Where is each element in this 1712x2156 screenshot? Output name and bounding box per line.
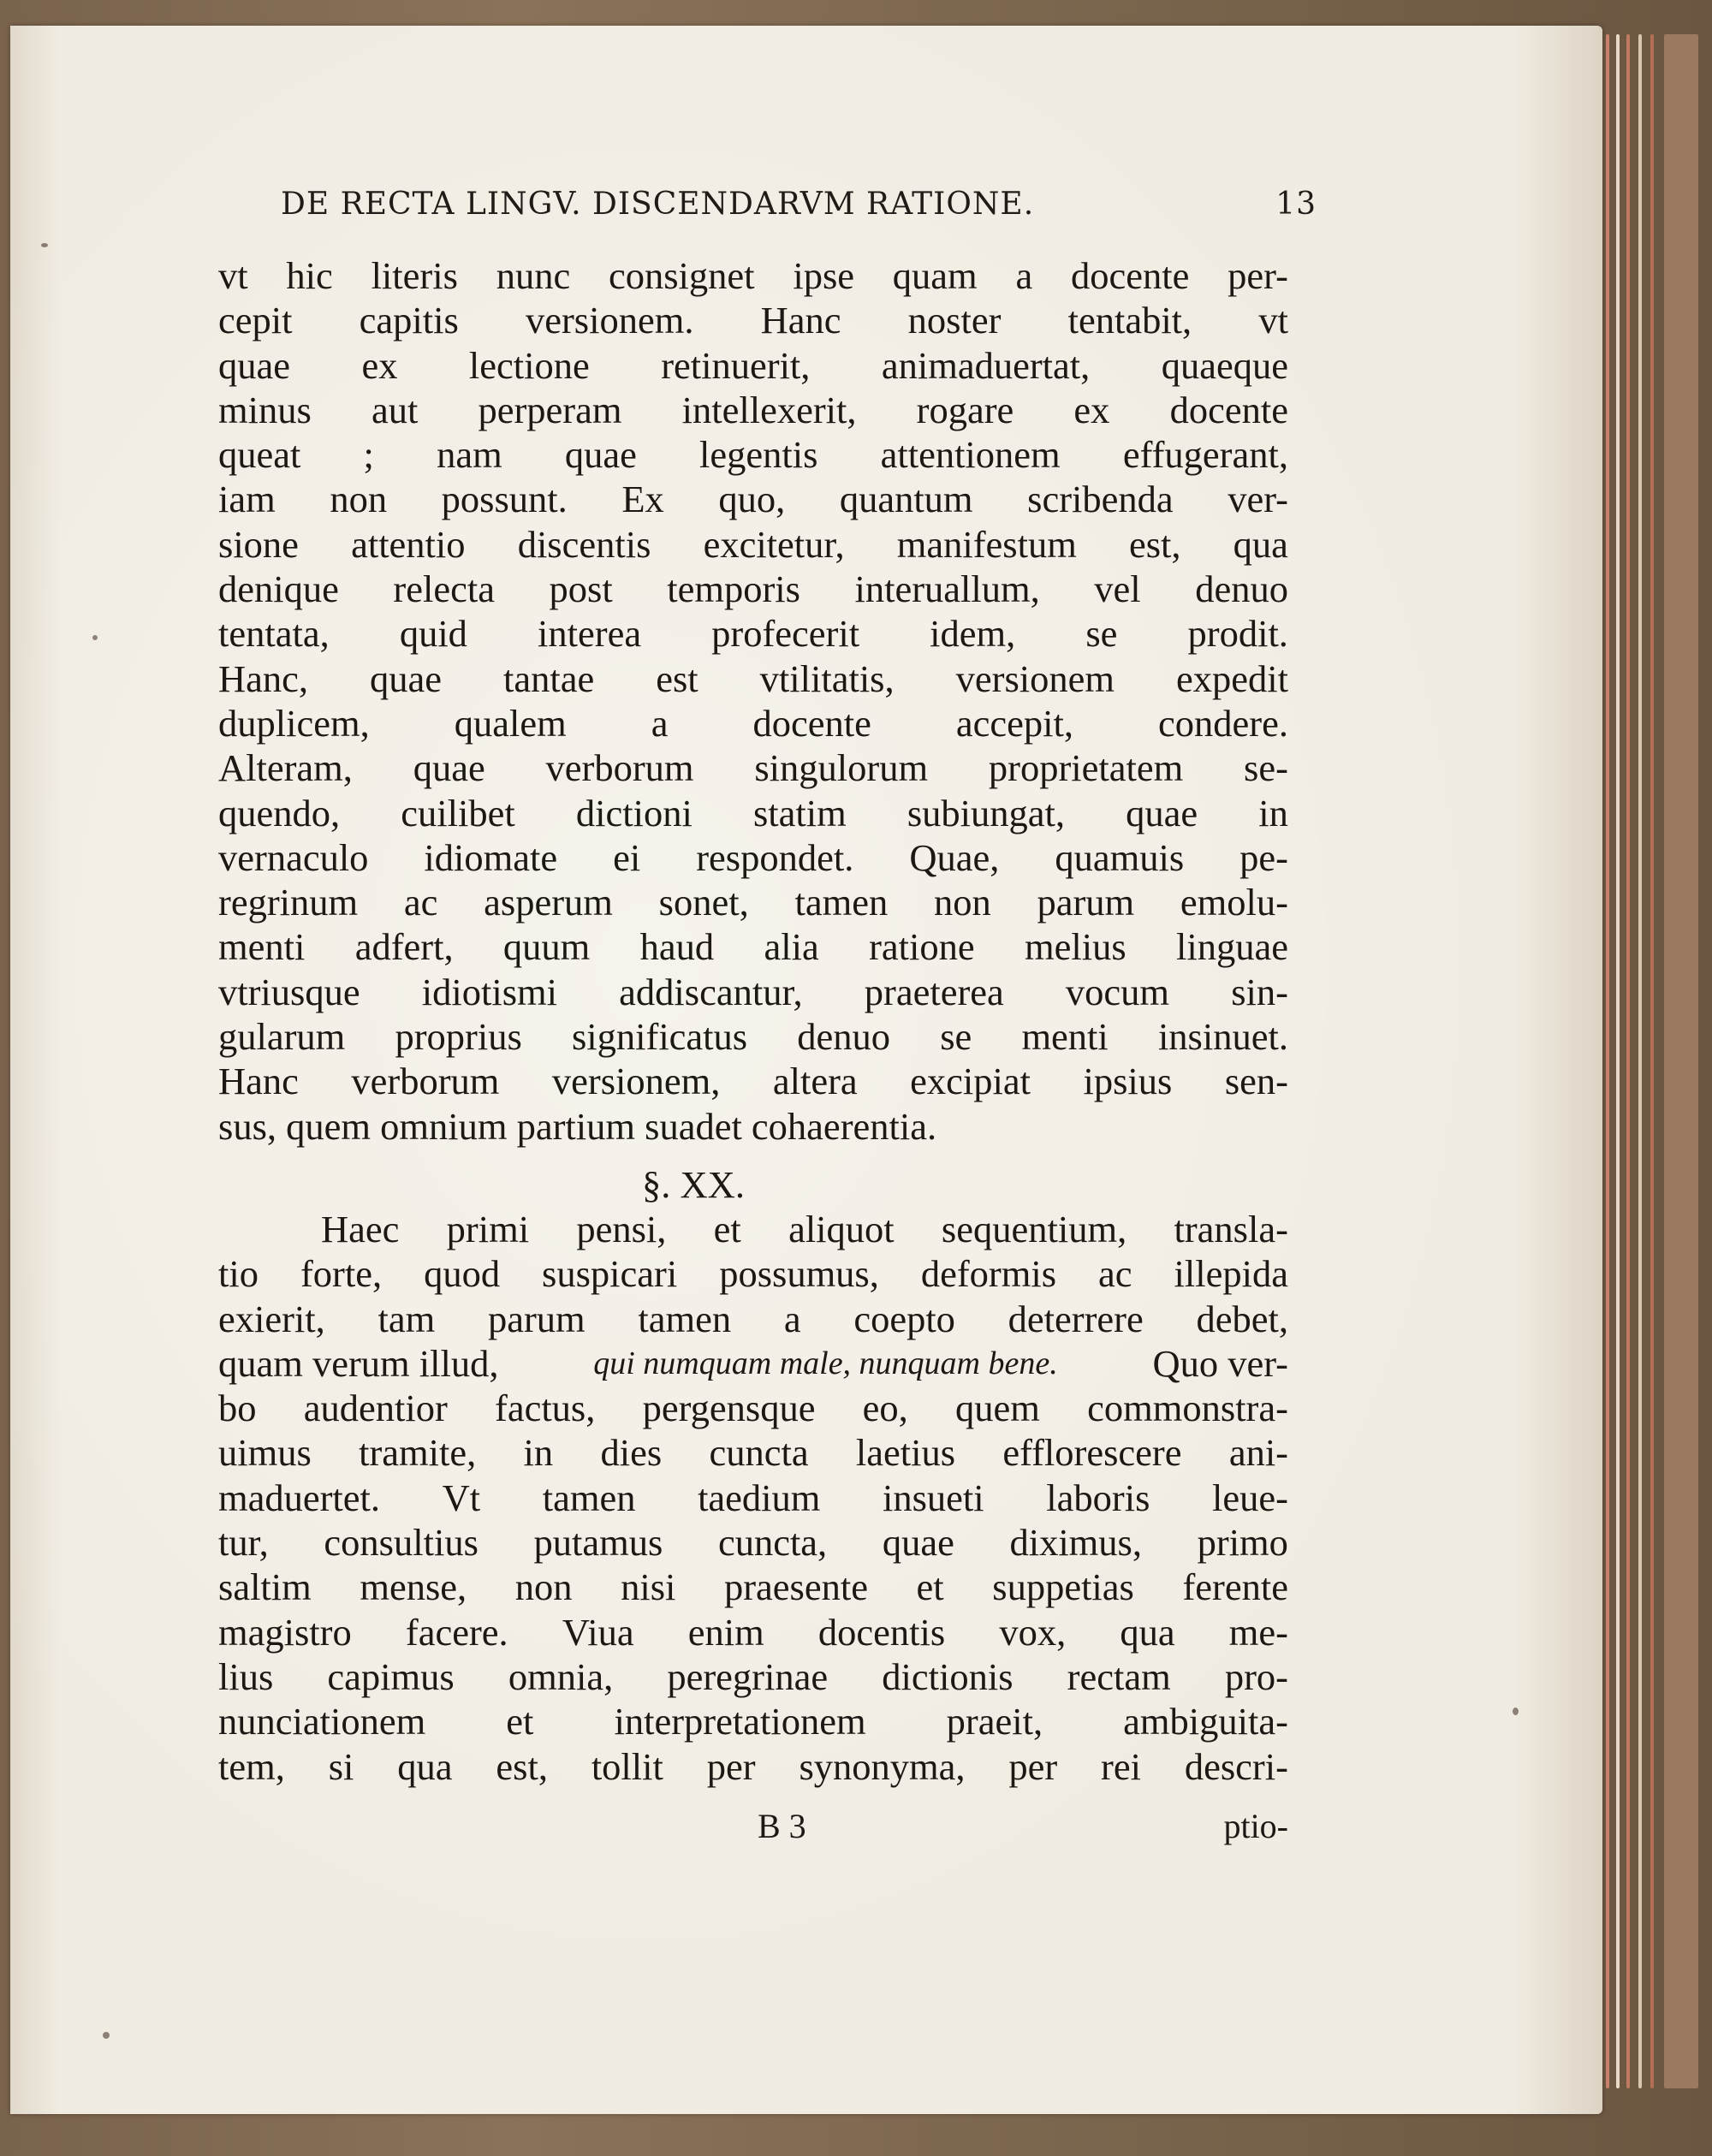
word: Alteram,: [218, 746, 353, 790]
word: tollit: [591, 1744, 663, 1788]
word: quam: [892, 254, 978, 297]
word: ac: [1098, 1252, 1132, 1296]
word: docente: [1169, 388, 1288, 431]
running-head: [281, 187, 1317, 222]
word: proprietatem: [988, 746, 1184, 790]
word: relecta: [393, 567, 495, 611]
word: consultius: [324, 1521, 479, 1565]
word: adfert,: [354, 925, 454, 969]
paper-speck: [92, 635, 98, 640]
word: literis: [371, 254, 458, 297]
word: noster: [907, 299, 1002, 342]
word: aut: [371, 388, 419, 431]
word: versionem,: [551, 1060, 721, 1103]
word: vernaculo: [218, 835, 369, 879]
text-line: [218, 1476, 1288, 1520]
quote-italic: qui numquam male, nunquam bene.: [593, 1345, 1058, 1381]
page-edge-red: [1606, 34, 1609, 2088]
word: suspicari: [542, 1252, 678, 1296]
word: ei: [613, 835, 641, 879]
word: tamen: [794, 881, 889, 924]
word: sen-: [1224, 1060, 1288, 1103]
word: vocum: [1065, 970, 1170, 1013]
word: vtriusque: [218, 970, 360, 1013]
word: statim: [752, 791, 847, 834]
quote-before: quam verum illud,: [218, 1341, 499, 1385]
text-line: [218, 1610, 1288, 1654]
text-line: [218, 880, 1288, 924]
word: si: [328, 1744, 354, 1788]
word: iam: [218, 478, 276, 521]
word: docente: [752, 701, 871, 745]
text-line: [218, 298, 1288, 342]
word: attentionem: [880, 433, 1061, 477]
word: est,: [1128, 522, 1181, 566]
word: regrinum: [218, 881, 359, 924]
word: per: [706, 1744, 756, 1788]
word: denuo: [797, 1015, 891, 1059]
word: ani-: [1228, 1431, 1288, 1475]
word: rei: [1101, 1744, 1141, 1788]
word: rogare: [916, 388, 1014, 431]
word: quae: [218, 343, 291, 387]
text-line: [218, 253, 1288, 298]
word: denique: [218, 567, 339, 611]
word: aliquot: [788, 1207, 895, 1250]
word: insueti: [883, 1476, 984, 1519]
word: nunc: [496, 254, 571, 297]
word: docentis: [817, 1610, 946, 1654]
word: se-: [1244, 746, 1288, 790]
word: illepida: [1174, 1252, 1288, 1296]
word: consignet: [608, 254, 755, 297]
word: saltim: [218, 1565, 312, 1609]
word: mense,: [360, 1565, 467, 1609]
word: quae: [882, 1521, 954, 1565]
signature-mark: B 3: [758, 1807, 806, 1845]
word: praeit,: [946, 1700, 1043, 1743]
word: tam: [377, 1297, 436, 1340]
quote-line: [218, 1341, 1288, 1386]
word: a: [783, 1297, 801, 1340]
word: suppetias: [992, 1565, 1134, 1609]
word: quae: [370, 656, 443, 700]
word: possumus,: [719, 1252, 879, 1296]
word: a: [1015, 254, 1033, 297]
word: tamen: [542, 1476, 636, 1519]
word: docente: [1071, 254, 1190, 297]
word: et: [916, 1565, 944, 1609]
text-line: sus, quem omnium partium suadet cohaerentia.: [218, 1104, 937, 1148]
paper-speck: [103, 2032, 110, 2039]
word: menti: [218, 925, 306, 969]
word: dictioni: [575, 791, 693, 834]
word: singulorum: [754, 746, 929, 790]
word: omnia,: [508, 1654, 614, 1698]
word: putamus: [533, 1521, 663, 1565]
word: lectione: [468, 343, 590, 387]
word: sonet,: [658, 881, 749, 924]
word: ipse: [793, 254, 855, 297]
word: ver-: [1228, 478, 1288, 521]
word: uimus: [218, 1431, 312, 1475]
word: cuilibet: [401, 791, 515, 834]
text-line: [218, 567, 1288, 611]
word: respondet.: [696, 835, 854, 879]
word: bo: [218, 1387, 257, 1430]
word: me-: [1228, 1610, 1288, 1654]
word: vt: [1258, 299, 1288, 342]
word: Ex: [621, 478, 664, 521]
word: alia: [764, 925, 819, 969]
word: maduertet.: [218, 1476, 381, 1519]
word: queat: [218, 433, 301, 477]
section-heading-text: §. XX.: [642, 1162, 745, 1206]
word: retinuerit,: [661, 343, 811, 387]
word: duplicem,: [218, 701, 370, 745]
word: versionem: [955, 656, 1115, 700]
word: haud: [639, 925, 715, 969]
word: enim: [687, 1610, 764, 1654]
word: discentis: [517, 522, 651, 566]
word: ac: [403, 881, 438, 924]
word: manifestum: [896, 522, 1077, 566]
word: commonstra-: [1087, 1387, 1288, 1430]
word: proprius: [395, 1015, 522, 1059]
word: ferente: [1182, 1565, 1288, 1609]
book-fore-edge: [1664, 34, 1698, 2088]
word: tio: [218, 1252, 259, 1296]
word: laboris: [1046, 1476, 1150, 1519]
text-line: [218, 835, 1288, 880]
text-line: [218, 745, 1288, 790]
word: hic: [286, 254, 333, 297]
text-line: [218, 1207, 1288, 1251]
text-line: [218, 343, 1288, 388]
word: primi: [446, 1207, 530, 1250]
word: deformis: [920, 1252, 1057, 1296]
word: leue-: [1211, 1476, 1288, 1519]
word: minus: [218, 388, 312, 431]
word: prodit.: [1187, 612, 1288, 656]
word: capitis: [359, 299, 459, 342]
word: et: [506, 1700, 534, 1743]
word: intellexerit,: [681, 388, 857, 431]
body-text: [218, 253, 1288, 1789]
word: per-: [1228, 254, 1288, 297]
section-heading: [218, 1149, 1288, 1207]
word: quendo,: [218, 791, 341, 834]
word: nam: [437, 433, 502, 477]
word: tamen: [638, 1297, 732, 1340]
word: animaduertat,: [881, 343, 1091, 387]
word: idem,: [930, 612, 1016, 656]
word: verborum: [545, 746, 694, 790]
word: laetius: [855, 1431, 956, 1475]
text-line: [218, 701, 1288, 745]
word: significatus: [571, 1015, 748, 1059]
word: quum: [502, 925, 591, 969]
word: coepto: [853, 1297, 955, 1340]
paragraph-lines: [218, 1251, 1288, 1341]
text-line: [218, 611, 1288, 656]
word: Hanc,: [218, 656, 309, 700]
word: non: [330, 478, 388, 521]
word: efflorescere: [1002, 1431, 1182, 1475]
word: quae: [1126, 791, 1198, 834]
page-number: 13: [1275, 187, 1317, 222]
word: vt: [218, 254, 248, 297]
word: denuo: [1195, 567, 1288, 611]
word: per: [1008, 1744, 1058, 1788]
word: altera: [772, 1060, 858, 1103]
word: quem: [955, 1387, 1040, 1430]
word: praesente: [723, 1565, 868, 1609]
text-line: [218, 1059, 1288, 1103]
text-line: [218, 1654, 1288, 1699]
paragraph-lines: [218, 1386, 1288, 1789]
word: expedit: [1175, 656, 1288, 700]
word: interea: [538, 612, 642, 656]
word: menti: [1021, 1015, 1109, 1059]
word: ratione: [869, 925, 975, 969]
word: audentior: [303, 1387, 448, 1430]
word: dictionis: [882, 1654, 1014, 1698]
word: addiscantur,: [619, 970, 803, 1013]
word: quid: [399, 612, 467, 656]
word: vel: [1094, 567, 1141, 611]
word: attentio: [351, 522, 466, 566]
word: a: [651, 701, 669, 745]
word: rectam: [1067, 1654, 1171, 1698]
word: non: [514, 1565, 573, 1609]
page-edge: [1638, 34, 1642, 2088]
word: gularum: [218, 1015, 346, 1059]
word: insinuet.: [1157, 1015, 1288, 1059]
word: asperum: [484, 881, 613, 924]
word: verborum: [351, 1060, 500, 1103]
word: quaeque: [1161, 343, 1288, 387]
text-line: [218, 1251, 1288, 1296]
word: temporis: [667, 567, 800, 611]
word: synonyma,: [799, 1744, 966, 1788]
running-head-title: DE RECTA LINGV. DISCENDARVM RATIONE.: [281, 187, 1035, 222]
word: Haec: [321, 1207, 400, 1250]
word: possunt.: [441, 478, 568, 521]
word: primo: [1197, 1521, 1288, 1565]
word: quantum: [839, 478, 973, 521]
word: tentabit,: [1067, 299, 1192, 342]
word: qua: [1233, 522, 1288, 566]
word: Hanc: [218, 1060, 299, 1103]
catchword: ptio-: [1223, 1807, 1288, 1845]
word: transla-: [1174, 1207, 1288, 1250]
word: quae: [413, 746, 485, 790]
text-line: [218, 477, 1288, 521]
text-line: [218, 1744, 1288, 1789]
text-line: [218, 1565, 1288, 1609]
text-line: [218, 970, 1288, 1014]
page-footer: [218, 1806, 1288, 1849]
word: se: [1085, 612, 1118, 656]
word: idiotismi: [421, 970, 558, 1013]
word: quod: [424, 1252, 501, 1296]
word: interuallum,: [854, 567, 1040, 611]
word: facere.: [405, 1610, 508, 1654]
word: perperam: [478, 388, 622, 431]
word: emolu-: [1180, 881, 1288, 924]
word: parum: [487, 1297, 586, 1340]
word: ex: [1073, 388, 1110, 431]
word: tantae: [503, 656, 595, 700]
text-line: [218, 1430, 1288, 1475]
word: est,: [496, 1744, 548, 1788]
paper-speck: [41, 243, 48, 247]
word: post: [549, 567, 613, 611]
word: est: [656, 656, 698, 700]
word: effugerant,: [1122, 433, 1288, 477]
word: dies: [600, 1431, 663, 1475]
word: magistro: [218, 1610, 352, 1654]
text-line: [218, 656, 1288, 701]
word: vox,: [999, 1610, 1067, 1654]
text-line: [218, 1520, 1288, 1565]
word: linguae: [1176, 925, 1288, 969]
word: praeterea: [864, 970, 1004, 1013]
word: pergensque: [642, 1387, 816, 1430]
word: pensi,: [576, 1207, 667, 1250]
word: ex: [361, 343, 398, 387]
word: et: [713, 1207, 741, 1250]
text-line: [218, 924, 1288, 969]
word: tem,: [218, 1744, 285, 1788]
word: tramite,: [359, 1431, 477, 1475]
word: excitetur,: [703, 522, 845, 566]
quote-after: Quo ver-: [1152, 1341, 1288, 1385]
word: Quae,: [909, 835, 1000, 879]
word: pro-: [1224, 1654, 1288, 1698]
word: eo,: [862, 1387, 908, 1430]
paragraph-continued: [218, 253, 1288, 1149]
text-line: [218, 522, 1288, 567]
word: non: [933, 881, 991, 924]
word: versionem.: [525, 299, 694, 342]
page-edge-red: [1650, 34, 1654, 2088]
paragraph-xx: [218, 1207, 1288, 1789]
word: peregrinae: [667, 1654, 829, 1698]
page-edge: [1616, 34, 1620, 2088]
word: nisi: [621, 1565, 676, 1609]
word: in: [523, 1431, 554, 1475]
text-line: [218, 432, 1288, 477]
word: quae: [564, 433, 637, 477]
word: lius: [218, 1654, 274, 1698]
word: sione: [218, 522, 299, 566]
word: quamuis: [1055, 835, 1185, 879]
text-line: [218, 1014, 1288, 1059]
page-edge-red: [1626, 34, 1630, 2088]
word: quo,: [718, 478, 786, 521]
word: melius: [1024, 925, 1126, 969]
word: excipiat: [910, 1060, 1031, 1103]
word: qua: [1120, 1610, 1175, 1654]
word: legentis: [699, 433, 818, 477]
word: Hanc: [760, 299, 841, 342]
word: ambiguita-: [1123, 1700, 1288, 1743]
word: factus,: [495, 1387, 596, 1430]
word: cuncta,: [717, 1521, 828, 1565]
word: sin-: [1231, 970, 1288, 1013]
word: qua: [397, 1744, 453, 1788]
word: tur,: [218, 1521, 269, 1565]
word: subiungat,: [907, 791, 1066, 834]
word: profecerit: [711, 612, 860, 656]
word: in: [1258, 791, 1288, 834]
word: cuncta: [709, 1431, 809, 1475]
text-line: [218, 791, 1288, 835]
word: se: [940, 1015, 972, 1059]
paper-speck: [1513, 1708, 1519, 1715]
word: scribenda: [1027, 478, 1174, 521]
text-line: [218, 1699, 1288, 1743]
word: Viua: [562, 1610, 634, 1654]
word: condere.: [1158, 701, 1288, 745]
word: ipsius: [1083, 1060, 1173, 1103]
word: Vt: [442, 1476, 481, 1519]
word: nunciationem: [218, 1700, 426, 1743]
word: accepit,: [955, 701, 1074, 745]
word: debet,: [1196, 1297, 1288, 1340]
word: vtilitatis,: [759, 656, 895, 700]
word: capimus: [327, 1654, 455, 1698]
word: qualem: [454, 701, 567, 745]
text-line: [218, 388, 1288, 432]
word: cepit: [218, 299, 293, 342]
text-line: [218, 1386, 1288, 1430]
word: parum: [1037, 881, 1135, 924]
text-line: [218, 1297, 1288, 1341]
word: idiomate: [424, 835, 558, 879]
word: ;: [363, 433, 374, 477]
word: descri-: [1184, 1744, 1288, 1788]
word: taedium: [698, 1476, 821, 1519]
word: tentata,: [218, 612, 330, 656]
word: sequentium,: [941, 1207, 1127, 1250]
word: pe-: [1239, 835, 1288, 879]
word: deterrere: [1008, 1297, 1144, 1340]
word: exierit,: [218, 1297, 325, 1340]
word: interpretationem: [614, 1700, 866, 1743]
word: forte,: [300, 1252, 383, 1296]
word: diximus,: [1009, 1521, 1142, 1565]
